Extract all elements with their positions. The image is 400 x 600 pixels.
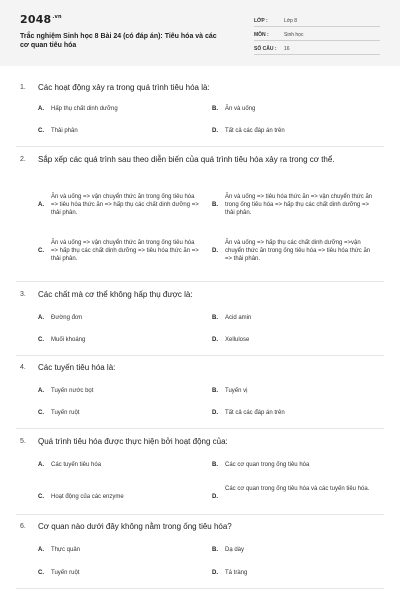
page-header <box>0 0 400 66</box>
divider <box>16 428 384 429</box>
divider <box>16 281 384 282</box>
site-logo[interactable]: $2048^{.vn}$ <box>20 13 62 26</box>
quiz-page: $2048^{.vn}$ Trắc nghiệm Sinh học 8 Bài 24 (có đáp án): Tiêu hóa và các cơ quan tiêu hóa LỚP : Lớp 8 MÔN : Sinh học SỐ CÂU : 16 1. Các hoạt động xảy ra trong quá trình tiêu hóa là: A. Hấp thụ chất dinh dưỡng B. Ăn và uống C. Thải phân D. Tất cả các đáp án trên 2. Sắp xếp các quá trình sau theo diễn biến của quá trình tiêu hóa xảy ra trong cơ thể. A. Ăn và uống => vận chuyển thức ăn trong ống tiêu hóa => tiêu hóa thức ăn => hấp thụ các chất dinh dưỡng => thải phân. B. Ăn và uống => tiêu hóa thức ăn => vận chuyển thức ăn trong ống tiêu hóa => hấp thụ các chất dinh dưỡng => thải phân. C. Ăn và uống => vận chuyển thức ăn trong ống tiêu hóa => hấp thụ các chất dinh dưỡng => tiêu hóa thức ăn => thải phân. D. Ăn và uống => hấp thụ các chất dinh dưỡng =>vận chuyển thức ăn trong ống tiêu hóa => tiêu hóa thức ăn => thải phân. 3. Các chất mà cơ thể không hấp thụ được là: A. Đường đơn B. Acid amin C. Muối khoáng D. Xellulose 4. Các tuyến tiêu hóa là: A. Tuyến nước bọt B. Tuyến vị C. Tuyến ruột D. Tất cả các đáp án trên 5. Quá trình tiêu hóa được thực hiện bởi hoạt động của: A. Các tuyến tiêu hóa B. Các cơ quan trong ống tiêu hóa C. Hoạt động của các enzyme D. Các cơ quan trong ống tiêu hóa và các tuyến tiêu hóa. 6. Cơ quan nào dưới đây không nằm trong ống tiêu hóa? A. Thực quản B. Dạ dày C. Tuyến ruột D. Tá tràng <box>0 0 400 600</box>
meta-row-subject: MÔN : Sinh học <box>254 28 380 41</box>
divider <box>16 355 384 356</box>
quiz-title: Trắc nghiệm Sinh học 8 Bài 24 (có đáp án): Tiêu hóa và các cơ quan tiêu hóa <box>20 33 217 49</box>
meta-row-grade: LỚP : Lớp 8 <box>254 14 380 27</box>
divider <box>16 146 384 147</box>
divider <box>16 514 384 515</box>
meta-row-count: SỐ CÂU : 16 <box>254 42 380 55</box>
divider <box>16 588 384 589</box>
